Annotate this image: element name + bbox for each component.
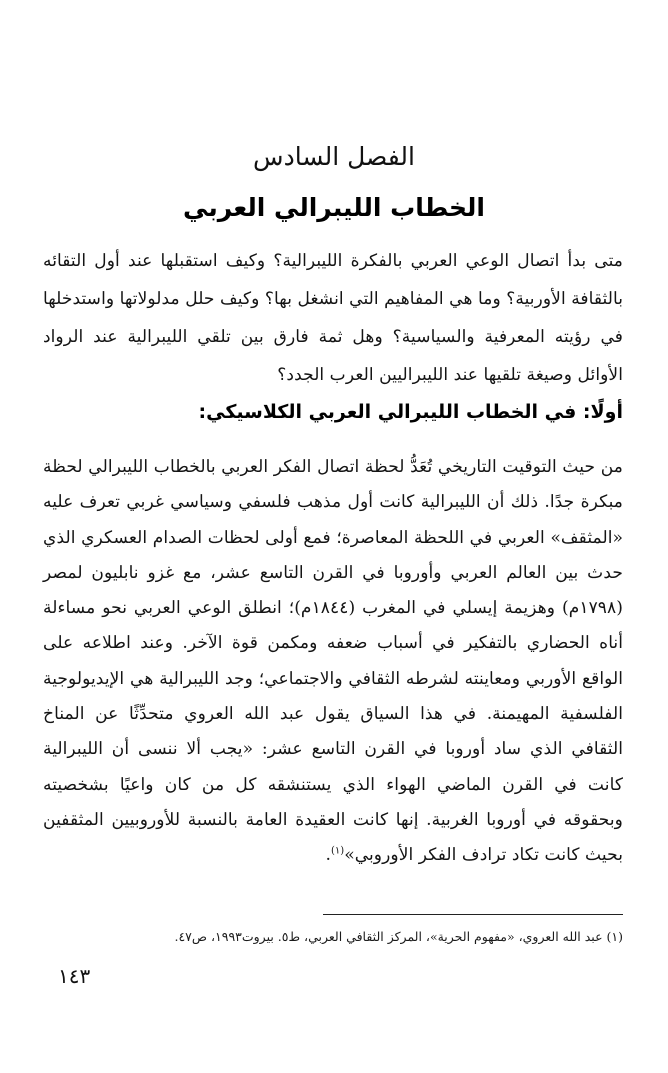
- footnote-divider: [323, 914, 623, 915]
- body-text: من حيث التوقيت التاريخي تُعَدُّ لحظة اتصال الفكر العربي بالخطاب الليبرالي لحظة مبكرة جدًا. ذلك أن الليبرالية كانت أول مذهب فلسفي وسياسي غربي تعرف عليه «المثقف» العربي في اللحظة المعاصرة؛ فمع أولى لحظات الصدام العسكري الذي حدث بين العالم العربي وأوروبا في القرن التاسع عشر، مع غزو نابليون لمصر (١٧٩٨م) وهزيمة إيسلي في المغرب (١٨٤٤م)؛ انطلق الوعي العربي نحو مساءلة أناه الحضاري بالتفكير في أسباب ضعفه ومكمن قوة الآخر. وعند اطلاعه على الواقع الأوربي ومعاينته لشرطه الثقافي والاجتماعي؛ وجد الليبرالية هي الإيديولوجية الفلسفية المهيمنة. في هذا السياق يقول عبد الله العروي متحدِّثًا عن المناخ الثقافي الذي ساد أوروبا في القرن التاسع عشر: «يجب ألا ننسى أن الليبرالية كانت في القرن الماضي الهواء الذي يستنشقه كل من كان واعيًا بشخصيته وبحقوقه في أوروبا الغربية. إنها كانت العقيدة العامة بالنسبة للأوروبيين المثقفين بحيث كانت تكاد ترادف الفكر الأوروبي»: [43, 457, 623, 866]
- chapter-label: الفصل السادس: [253, 142, 415, 171]
- body-end: .: [325, 845, 331, 866]
- section-heading: أولًا: في الخطاب الليبرالي العربي الكلاسيكي:: [198, 401, 623, 423]
- intro-paragraph: متى بدأ اتصال الوعي العربي بالفكرة الليبرالية؟ وكيف استقبلها عند أول التقائه بالثقافة الأوربية؟ وما هي المفاهيم التي انشغل بها؟ وكيف حلل مدلولاتها واستدخلها في رؤيته المعرفية والسياسية؟ وهل ثمة فارق بين تلقي الليبرالية عند الرواد الأوائل وصيغة تلقيها عند الليبراليين العرب الجدد؟: [43, 251, 623, 385]
- footnote: (١) عبد الله العروي، «مفهوم الحرية»، المركز الثقافي العربي، ط٥. بيروت١٩٩٣، ص٤٧.: [174, 929, 623, 944]
- footnote-marker: (١): [331, 845, 345, 857]
- page-number: ١٤٣: [58, 964, 91, 988]
- chapter-title: الخطاب الليبرالي العربي: [183, 193, 485, 222]
- body-paragraph: [43, 450, 623, 874]
